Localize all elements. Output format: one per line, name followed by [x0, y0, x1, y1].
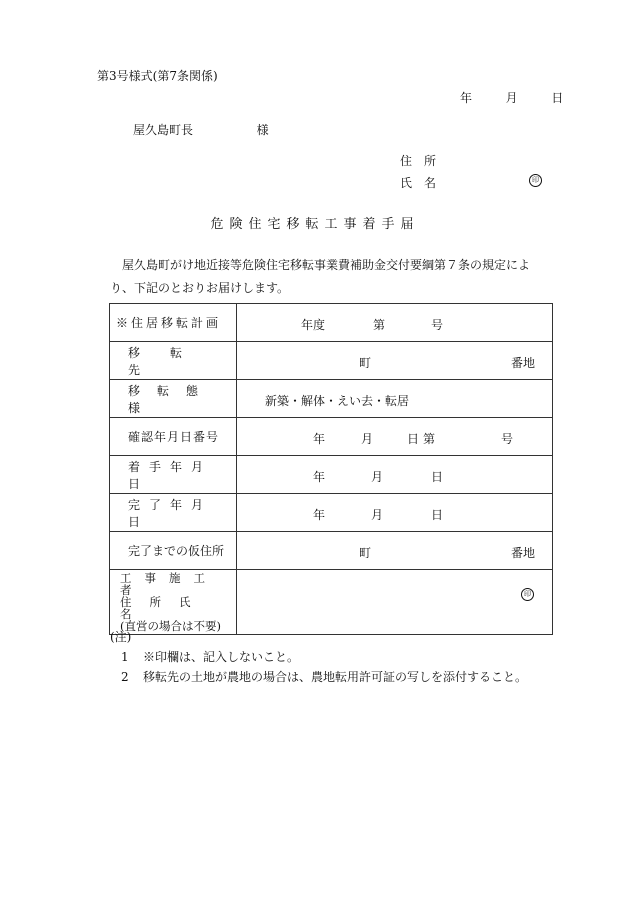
finish-label	[110, 496, 236, 530]
table-row	[110, 456, 553, 494]
destination-label	[110, 344, 236, 378]
note-number: 2	[121, 670, 129, 684]
confirm-day: 日	[407, 432, 420, 446]
start-day: 日	[431, 470, 444, 484]
destination-lot: 番地	[511, 356, 536, 370]
contractor-line1: 工事施工者	[120, 571, 218, 597]
confirm-dai: 第	[423, 432, 436, 446]
confirm-label-cell	[110, 418, 237, 456]
finish-value-cell[interactable]	[237, 494, 553, 532]
date-year: 年	[460, 91, 473, 105]
plan-value-cell[interactable]	[237, 304, 553, 342]
start-month: 月	[371, 470, 384, 484]
table-row	[110, 380, 553, 418]
table-row	[110, 418, 553, 456]
table-row	[110, 532, 553, 570]
confirm-month: 月	[361, 432, 374, 446]
confirm-label-text: 確認年月日番号	[128, 430, 220, 444]
mode-label	[110, 382, 236, 416]
destination-label-cell	[110, 342, 237, 380]
start-label-cell	[110, 456, 237, 494]
note-item	[121, 648, 299, 665]
confirm-year: 年	[313, 432, 326, 446]
date-day: 日	[551, 91, 564, 105]
temp-value-cell[interactable]	[237, 532, 553, 570]
confirm-label	[110, 428, 236, 445]
start-label-text: 着手年月日	[128, 459, 213, 491]
finish-month: 月	[371, 508, 384, 522]
table-row	[110, 494, 553, 532]
mode-value: 新築・解体・えい去・転居	[265, 394, 410, 408]
contractor-line2: 住所氏名	[120, 595, 209, 621]
mode-label-text: 移転態様	[128, 383, 216, 415]
plan-go: 号	[431, 318, 444, 332]
finish-year: 年	[313, 508, 326, 522]
destination-town: 町	[359, 356, 372, 370]
table-row	[110, 570, 553, 635]
finish-day: 日	[431, 508, 444, 522]
contractor-label-cell	[110, 570, 237, 635]
note-text: ※印欄は、記入しないこと。	[143, 650, 300, 664]
temp-label-text: 完了までの仮住所	[128, 544, 225, 558]
temp-town: 町	[359, 546, 372, 560]
temp-label	[110, 542, 236, 559]
temp-lot: 番地	[511, 546, 536, 560]
note-number: 1	[121, 650, 129, 664]
finish-label-text: 完了年月日	[128, 497, 213, 529]
confirm-go: 号	[501, 432, 514, 446]
finish-label-cell	[110, 494, 237, 532]
addressee	[133, 121, 269, 138]
document-title: 危険住宅移転工事着手届	[210, 217, 420, 232]
start-value-cell[interactable]	[237, 456, 553, 494]
temp-label-cell	[110, 532, 237, 570]
addressee-name: 屋久島町長	[133, 123, 194, 137]
applicant-seal-icon: 印	[529, 174, 542, 187]
date-line	[460, 89, 563, 106]
contractor-line3: (直営の場合は不要)	[120, 619, 221, 633]
note-item	[121, 668, 527, 685]
addressee-honorific: 様	[256, 123, 269, 137]
form-table	[109, 303, 553, 635]
plan-nendo: 年度	[301, 318, 326, 332]
date-month: 月	[505, 91, 518, 105]
body-text: 屋久島町がけ地近接等危険住宅移転事業費補助金交付要綱第７条の規定により、下記のとおりお届けします。	[110, 258, 531, 295]
contractor-value-cell[interactable]	[237, 570, 553, 635]
confirm-value-cell[interactable]	[237, 418, 553, 456]
table-row	[110, 304, 553, 342]
destination-value-cell[interactable]	[237, 342, 553, 380]
table-row	[110, 342, 553, 380]
plan-label-text: ※住居移転計画	[116, 316, 222, 330]
plan-label-cell	[110, 304, 237, 342]
plan-dai: 第	[373, 318, 386, 332]
destination-label-text: 移転先	[128, 345, 213, 377]
plan-label	[110, 314, 236, 331]
applicant-address-label: 住 所	[400, 154, 437, 168]
applicant-name-label: 氏 名	[400, 176, 437, 190]
note-text: 移転先の土地が農地の場合は、農地転用許可証の写しを添付すること。	[143, 670, 528, 684]
start-label	[110, 458, 236, 492]
contractor-label	[110, 570, 236, 634]
form-number: 第3号様式(第7条関係)	[97, 69, 218, 83]
mode-label-cell	[110, 380, 237, 418]
notes-heading: (注)	[110, 630, 132, 644]
start-year: 年	[313, 470, 326, 484]
mode-value-cell[interactable]	[237, 380, 553, 418]
contractor-seal-icon: 印	[521, 588, 534, 601]
